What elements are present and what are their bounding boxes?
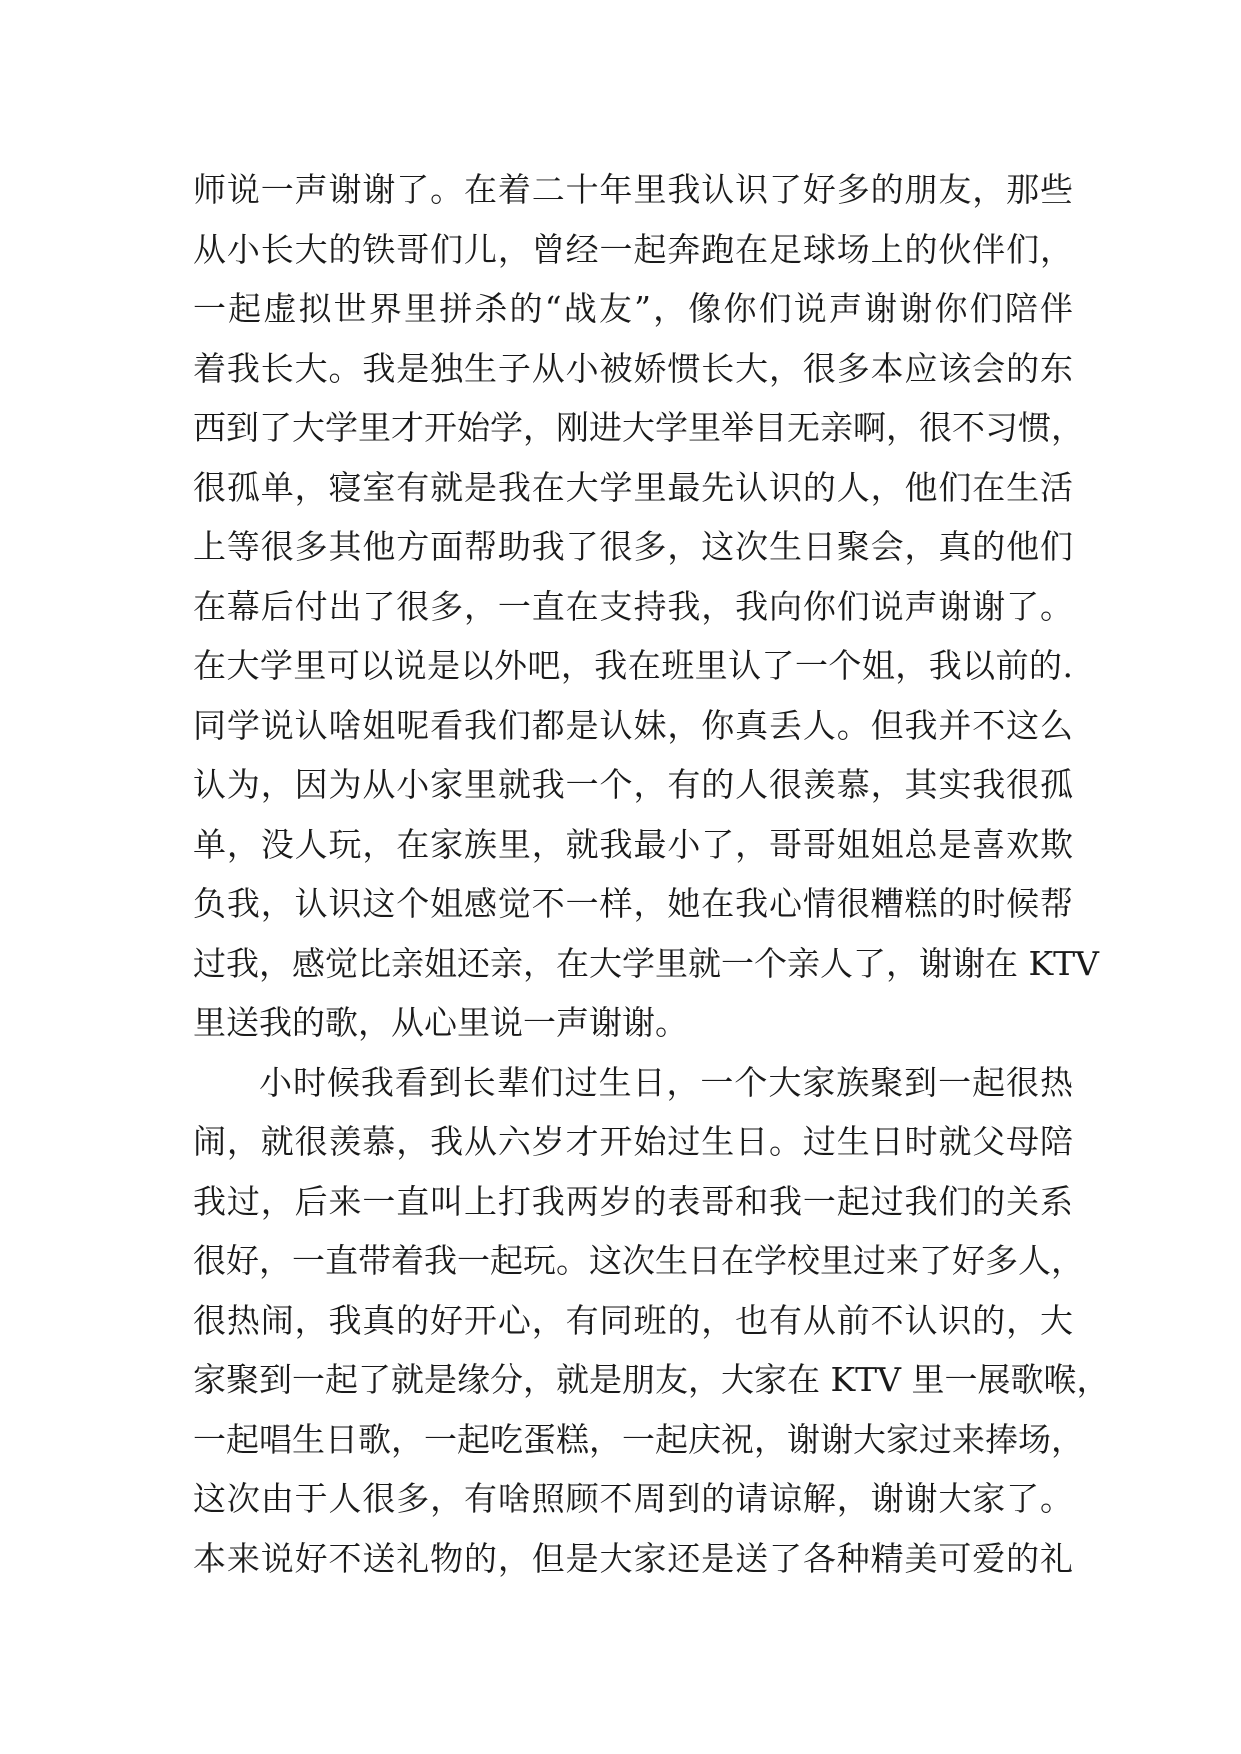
text-line: 我过，后来一直叫上打我两岁的表哥和我一起过我们的关系 — [193, 1181, 1073, 1221]
text-line: 一起唱生日歌，一起吃蛋糕，一起庆祝，谢谢大家过来捧场， — [193, 1419, 1084, 1459]
document-body — [193, 160, 1110, 1588]
text-line: 在幕后付出了很多，一直在支持我，我向你们说声谢谢了。 — [193, 586, 1073, 626]
text-line: 同学说认啥姐呢看我们都是认妹，你真丢人。但我并不这么 — [193, 705, 1073, 745]
text-line: 很孤单，寝室有就是我在大学里最先认识的人，他们在生活 — [193, 467, 1073, 507]
text-line: 在大学里可以说是以外吧，我在班里认了一个姐，我以前的. — [193, 646, 1073, 685]
text-line: 很热闹，我真的好开心，有同班的，也有从前不认识的，大 — [193, 1300, 1073, 1340]
paragraph-1 — [193, 160, 1099, 1053]
text-line: 从小长大的铁哥们儿，曾经一起奔跑在足球场上的伙伴们， — [193, 229, 1073, 269]
text-line: 家聚到一起了就是缘分，就是朋友，大家在 KTV 里一展歌喉， — [193, 1360, 1110, 1399]
text-line: 本来说好不送礼物的，但是大家还是送了各种精美可爱的礼 — [193, 1538, 1073, 1578]
text-line: 上等很多其他方面帮助我了很多，这次生日聚会，真的他们 — [193, 527, 1073, 566]
text-line: 着我长大。我是独生子从小被娇惯长大，很多本应该会的东 — [193, 348, 1073, 388]
text-line: 一起虚拟世界里拼杀的“战友”，像你们说声谢谢你们陪伴 — [193, 289, 1073, 328]
text-line: 负我，认识这个姐感觉不一样，她在我心情很糟糕的时候帮 — [193, 884, 1073, 923]
paragraph-2 — [193, 1053, 1110, 1589]
text-line: 西到了大学里才开始学，刚进大学里举目无亲啊，很不习惯， — [193, 408, 1084, 447]
text-line: 过我，感觉比亲姐还亲，在大学里就一个亲人了，谢谢在 KTV — [193, 943, 1099, 983]
text-line: 很好，一直带着我一起玩。这次生日在学校里过来了好多人， — [193, 1241, 1084, 1280]
text-line: 闹，就很羡慕，我从六岁才开始过生日。过生日时就父母陪 — [193, 1122, 1073, 1161]
text-line: 认为，因为从小家里就我一个，有的人很羡慕，其实我很孤 — [193, 765, 1073, 804]
text-line: 里送我的歌，从心里说一声谢谢。 — [193, 1003, 688, 1042]
text-line: 师说一声谢谢了。在着二十年里我认识了好多的朋友，那些 — [193, 170, 1073, 209]
text-line: 单，没人玩，在家族里，就我最小了，哥哥姐姐总是喜欢欺 — [193, 824, 1073, 864]
text-line: 这次由于人很多，有啥照顾不周到的请谅解，谢谢大家了。 — [193, 1479, 1073, 1518]
text-line: 小时候我看到长辈们过生日，一个大家族聚到一起很热 — [259, 1062, 1073, 1102]
